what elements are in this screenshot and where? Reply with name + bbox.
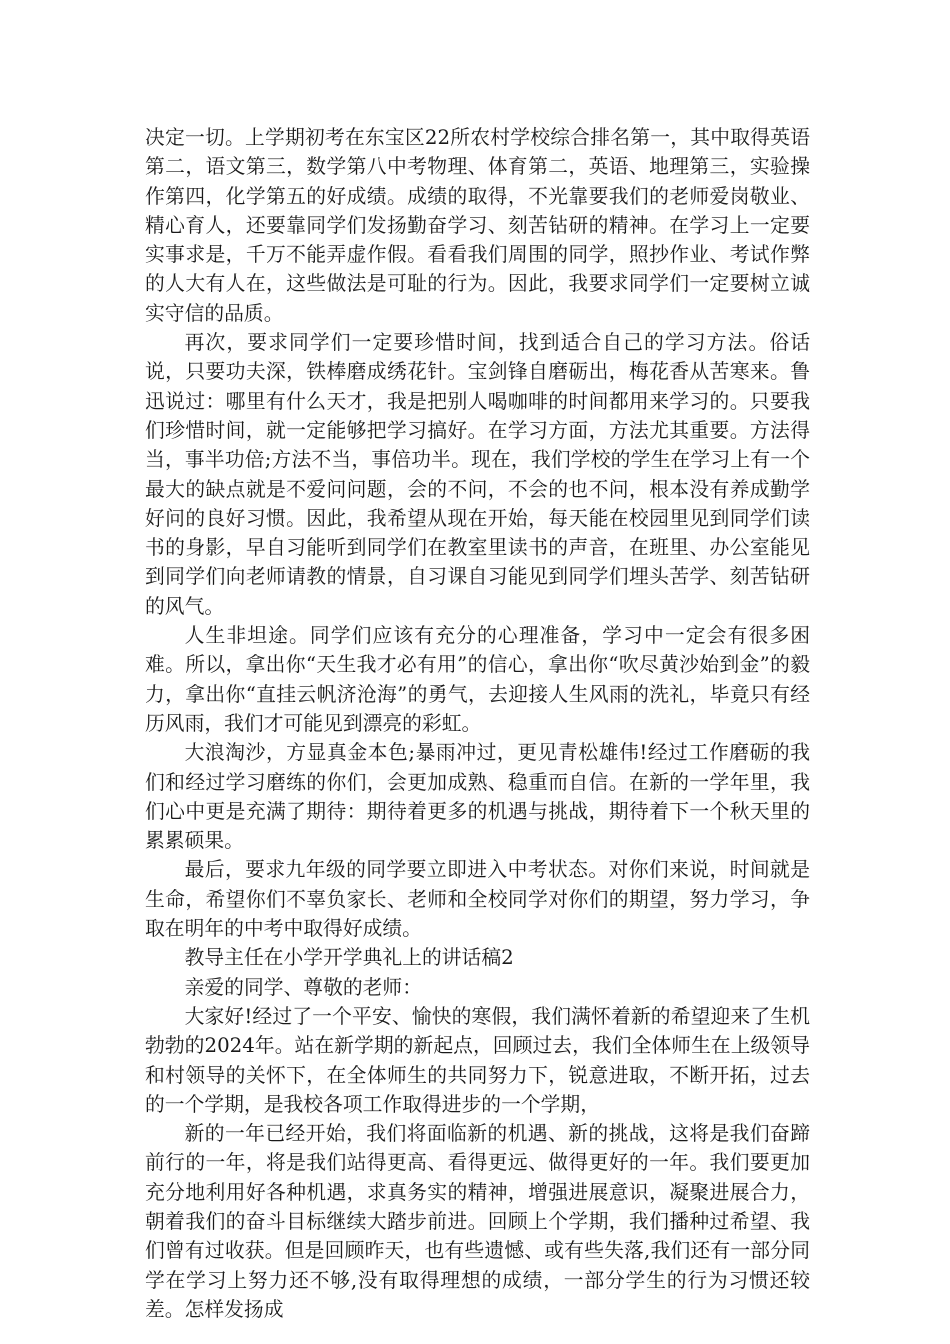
paragraph-6: 大家好!经过了一个平安、愉快的寒假，我们满怀着新的希望迎来了生机勃勃的2024年。站在新学期的新起点，回顾过去，我们全体师生在上级领导和村领导的关怀下，在全体师生的共同努力下，锐意进取，不断开拓，过去的一个学期，是我校各项工作取得进步的一个学期，: [145, 1004, 810, 1116]
paragraph-2: 再次，要求同学们一定要珍惜时间，找到适合自己的学习方法。俗话说，只要功夫深，铁棒磨成绣花针。宝剑锋自磨砺出，梅花香从苦寒来。鲁迅说过：哪里有什么天才，我是把别人喝咖啡的时间都用来学习的。只要我们珍惜时间，就一定能够把学习搞好。在学习方面，方法尤其重要。方法得当，事半功倍;方法不当，事倍功半。现在，我们学校的学生在学习上有一个最大的缺点就是不爱问问题，会的不问，不会的也不问，根本没有养成勤学好问的良好习惯。因此，我希望从现在开始，每天能在校园里见到同学们读书的身影，早自习能听到同学们在教室里读书的声音，在班里、办公室能见到同学们向老师请教的情景，自习课自习能见到同学们埋头苦学、刻苦钻研的风气。: [145, 331, 810, 618]
paragraph-1: 决定一切。上学期初考在东宝区22所农村学校综合排名第一，其中取得英语第二，语文第三，数学第八中考物理、体育第二，英语、地理第三，实验操作第四，化学第五的好成绩。成绩的取得，不光靠要我们的老师爱岗敬业、精心育人，还要靠同学们发扬勤奋学习、刻苦钻研的精神。在学习上一定要实事求是，千万不能弄虚作假。看看我们周围的同学，照抄作业、考试作弊的人大有人在，这些做法是可耻的行为。因此，我要求同学们一定要树立诚实守信的品质。: [145, 126, 810, 325]
paragraph-5: 最后，要求九年级的同学要立即进入中考状态。对你们来说，时间就是生命，希望你们不辜负家长、老师和全校同学对你们的期望，努力学习，争取在明年的中考中取得好成绩。: [145, 858, 810, 941]
section-title: 教导主任在小学开学典礼上的讲话稿2: [184, 946, 514, 970]
paragraph-4: 大浪淘沙，方显真金本色;暴雨冲过，更见青松雄伟!经过工作磨砺的我们和经过学习磨练的你们，会更加成熟、稳重而自信。在新的一学年里，我们心中更是充满了期待：期待着更多的机遇与挑战，期待着下一个秋天里的累累硕果。: [145, 741, 810, 853]
paragraph-7: 新的一年已经开始，我们将面临新的机遇、新的挑战，这将是我们奋蹄前行的一年，将是我们站得更高、看得更远、做得更好的一年。我们要更加充分地利用好各种机遇，求真务实的精神，增强进展意识，凝聚进展合力，朝着我们的奋斗目标继续大踏步前进。回顾上个学期，我们播种过希望、我们曾有过收获。但是回顾昨天，也有些遗憾、或有些失落,我们还有一部分同学在学习上努力还不够,没有取得理想的成绩，一部分学生的行为习惯还较差。怎样发扬成: [145, 1122, 810, 1321]
document-page: [145, 123, 810, 1324]
salutation: 亲爱的同学、尊敬的老师：: [184, 975, 422, 999]
paragraph-3: 人生非坦途。同学们应该有充分的心理准备，学习中一定会有很多困难。所以，拿出你“天生我才必有用”的信心，拿出你“吹尽黄沙始到金”的毅力，拿出你“直挂云帆济沧海”的勇气，去迎接人生风雨的洗礼，毕竟只有经历风雨，我们才可能见到漂亮的彩虹。: [145, 624, 810, 735]
